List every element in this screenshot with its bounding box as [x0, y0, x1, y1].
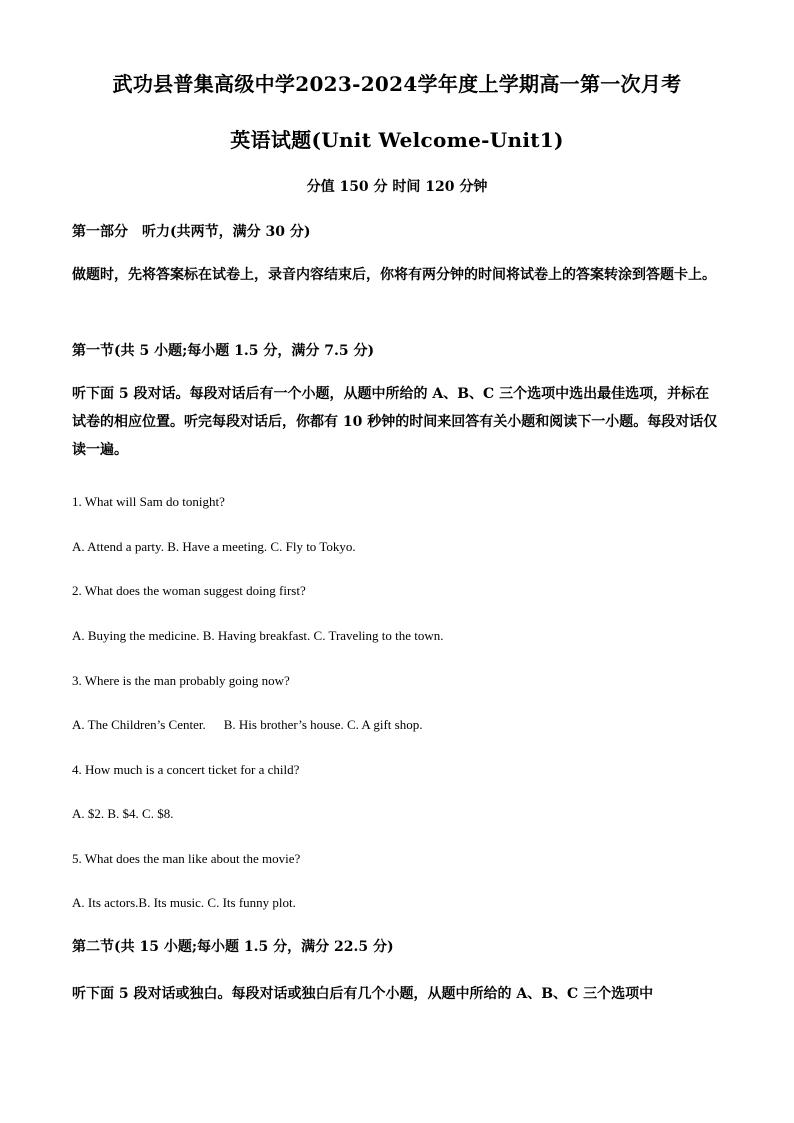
- question-5-options: A. Its actors.B. Its music. C. Its funny plot.: [72, 895, 296, 910]
- section2-heading: 第二节(共 15 小题;每小题 1.5 分，满分 22.5 分): [72, 939, 394, 955]
- section1-instruction: 听下面 5 段对话。每段对话后有一个小题，从题中所给的 A、B、C 三个选项中选出最佳选项，并标在试卷的相应位置。听完每段对话后，你都有 10 秒钟的时间来回答有关小题和阅读下一小题。每段对话仅读一遍。: [72, 386, 718, 458]
- exam-subject-title: 英语试题(Unit Welcome-Unit1): [230, 128, 564, 152]
- question-2-options: A. Buying the medicine. B. Having breakfast. C. Traveling to the town.: [72, 628, 444, 643]
- section1-heading: 第一节(共 5 小题;每小题 1.5 分，满分 7.5 分): [72, 343, 375, 359]
- question-4-options: A. $2. B. $4. C. $8.: [72, 806, 174, 821]
- question-5: 5. What does the man like about the movie?: [72, 851, 301, 866]
- question-3: 3. Where is the man probably going now?: [72, 673, 290, 688]
- part1-title: 听力(共两节，满分 30 分): [142, 224, 311, 240]
- question-1: 1. What will Sam do tonight?: [72, 494, 225, 509]
- section2-instruction: 听下面 5 段对话或独白。每段对话或独白后有几个小题，从题中所给的 A、B、C 三个选项中: [72, 986, 654, 1002]
- question-3-option-a: A. The Children’s Center.: [72, 717, 206, 732]
- part1-label: 第一部分: [72, 224, 128, 240]
- question-3-options: [72, 711, 722, 739]
- part1-instruction: 做题时，先将答案标在试卷上，录音内容结束后，你将有两分钟的时间将试卷上的答案转涂到答题卡上。: [72, 267, 716, 283]
- part1-heading: [72, 218, 722, 246]
- question-2: 2. What does the woman suggest doing first?: [72, 583, 306, 598]
- score-time-info: 分值 150 分 时间 120 分钟: [306, 179, 488, 195]
- exam-title: 武功县普集高级中学2023-2024学年度上学期高一第一次月考: [112, 72, 682, 96]
- question-1-options: A. Attend a party. B. Have a meeting. C. Fly to Tokyo.: [72, 539, 356, 554]
- question-3-option-bc: B. His brother’s house. C. A gift shop.: [223, 717, 423, 732]
- question-4: 4. How much is a concert ticket for a child?: [72, 762, 300, 777]
